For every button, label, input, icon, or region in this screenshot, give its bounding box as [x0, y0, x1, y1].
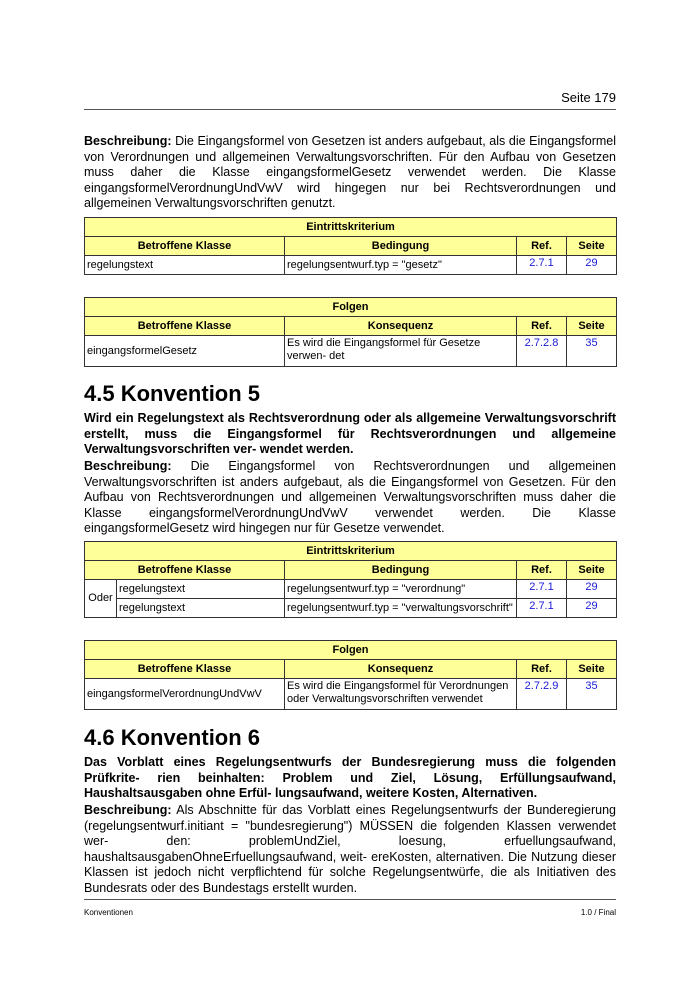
header-rule — [84, 109, 616, 110]
col-header-bedingung: Bedingung — [285, 237, 517, 256]
col-header-klasse: Betroffene Klasse — [85, 561, 285, 580]
ref-link[interactable]: 2.7.1 — [517, 256, 567, 275]
ref-link[interactable]: 2.7.1 — [517, 580, 567, 599]
cell-bedingung: regelungsentwurf.typ = "verwaltungsvorschrift" — [285, 599, 517, 618]
group-label-oder: Oder — [85, 580, 117, 618]
table-title: Folgen — [85, 641, 617, 660]
description-4-5 — [84, 459, 616, 537]
intro-text: Die Eingangsformel von Gesetzen ist anders aufgebaut, als die Eingangsformel von Verordnungen und allgemeinen Verwaltungsvorschriften. Für den Aufbau von Gesetzen muss daher die Klasse eingangsformelGesetz verwendet werden. Die Klasse eingangsformelVerordnungUndVwV wird hingegen nur bei Rechtsverordnungen und allgemeinen Verwaltungsvorschriften genutzt. — [84, 134, 616, 210]
cell-konsequenz — [285, 679, 517, 710]
footer-section-label: Konventionen — [84, 908, 133, 917]
cell-klasse: regelungstext — [85, 256, 285, 275]
table-row — [85, 256, 617, 275]
section-heading-4-5: 4.5 Konvention 5 — [84, 381, 261, 406]
col-header-ref: Ref. — [517, 317, 567, 336]
cell-bedingung: regelungsentwurf.typ = "gesetz" — [285, 256, 517, 275]
konsequenz-line-1: Es wird die Eingangsformel für Verordnungen — [287, 680, 509, 692]
table-row — [85, 679, 617, 710]
col-header-seite: Seite — [567, 660, 617, 679]
cell-klasse: eingangsformelVerordnungUndVwV — [85, 679, 285, 710]
page-link[interactable]: 29 — [567, 580, 617, 599]
col-header-seite: Seite — [567, 237, 617, 256]
table-folgen-2 — [84, 640, 617, 710]
table-title: Folgen — [85, 298, 617, 317]
table-title: Eintrittskriterium — [85, 542, 617, 561]
cell-konsequenz: Es wird die Eingangsformel für Gesetze verwen- det — [285, 336, 517, 367]
section-heading-4-6: 4.6 Konvention 6 — [84, 725, 261, 750]
intro-label: Beschreibung: — [84, 134, 172, 148]
table-title: Eintrittskriterium — [85, 218, 617, 237]
cell-klasse: regelungstext — [117, 599, 285, 618]
cell-bedingung: regelungsentwurf.typ = "verordnung" — [285, 580, 517, 599]
convention-rule-4-6: Das Vorblatt eines Regelungsentwurfs der Bundesregierung muss die folgenden Prüfkrite- rien beinhalten: Problem und Ziel, Lösung, Erfüllungsaufwand, Haushaltsausgaben ohne Erfül- lungsaufwand, weitere Kosten, Alternativen. — [84, 755, 616, 800]
col-header-seite: Seite — [567, 317, 617, 336]
ref-link[interactable]: 2.7.2.8 — [517, 336, 567, 367]
convention-rule-4-5: Wird ein Regelungstext als Rechtsverordnung oder als allgemeine Verwaltungsvorschrift erstellt, muss die Eingangsformel für Rechtsverordnungen und allgemeine Verwaltungsvorschriften ver- wendet werden. — [84, 411, 616, 456]
description-label: Beschreibung: — [84, 459, 172, 473]
col-header-bedingung: Bedingung — [285, 561, 517, 580]
page-link[interactable]: 29 — [567, 599, 617, 618]
description-text: Die Eingangsformel von Rechtsverordnungen und allgemeinen Verwaltungsvorschriften ist anders aufgebaut, als die Eingangsformel von Gesetzen. Für den Aufbau von Rechtsverordnungen und allgemeinen Verwaltungsvorschriften muss daher die Klasse eingangsformelVerordnungUndVwV verwendet werden. Die Klasse eingangsformelGesetz wird hingegen nur für Gesetze verwendet. — [84, 459, 616, 535]
footer-version: 1.0 / Final — [580, 908, 616, 917]
table-eintrittskriterium-1 — [84, 217, 617, 275]
cell-klasse: regelungstext — [117, 580, 285, 599]
konsequenz-line-2: oder Verwaltungsvorschriften verwendet — [287, 693, 483, 705]
page-link[interactable]: 35 — [567, 679, 617, 710]
col-header-ref: Ref. — [517, 660, 567, 679]
description-4-6 — [84, 803, 616, 896]
footer-rule — [84, 899, 616, 900]
cell-klasse: eingangsformelGesetz — [85, 336, 285, 367]
page-number: Seite 179 — [561, 90, 616, 105]
ref-link[interactable]: 2.7.2.9 — [517, 679, 567, 710]
table-row — [85, 599, 617, 618]
table-eintrittskriterium-2 — [84, 541, 617, 618]
col-header-ref: Ref. — [517, 237, 567, 256]
col-header-klasse: Betroffene Klasse — [85, 660, 285, 679]
table-row — [85, 580, 617, 599]
table-folgen-1 — [84, 297, 617, 367]
col-header-konsequenz: Konsequenz — [285, 660, 517, 679]
ref-link[interactable]: 2.7.1 — [517, 599, 567, 618]
col-header-seite: Seite — [567, 561, 617, 580]
page-link[interactable]: 35 — [567, 336, 617, 367]
table-row — [85, 336, 617, 367]
intro-paragraph — [84, 134, 616, 212]
col-header-konsequenz: Konsequenz — [285, 317, 517, 336]
col-header-klasse: Betroffene Klasse — [85, 317, 285, 336]
col-header-klasse: Betroffene Klasse — [85, 237, 285, 256]
page-link[interactable]: 29 — [567, 256, 617, 275]
description-label: Beschreibung: — [84, 803, 172, 817]
description-text: Als Abschnitte für das Vorblatt eines Regelungsentwurfs der Bunderegierung (regelungsentwurf.initiant = "bundesregierung") MÜSSEN die folgenden Klassen verwendet wer- den: problemUndZiel, loesung, erfuellungsaufwand, haushaltsausgabenOhneErfuellungsaufwand, weit- ereKosten, alternativen. Die Nutzung dieser Klassen ist jedoch nicht verpflichtend für solche Regelungsentwürfe, die als Initiativen des Bundesrats oder des Bundestags erstellt wurden. — [84, 803, 616, 895]
col-header-ref: Ref. — [517, 561, 567, 580]
